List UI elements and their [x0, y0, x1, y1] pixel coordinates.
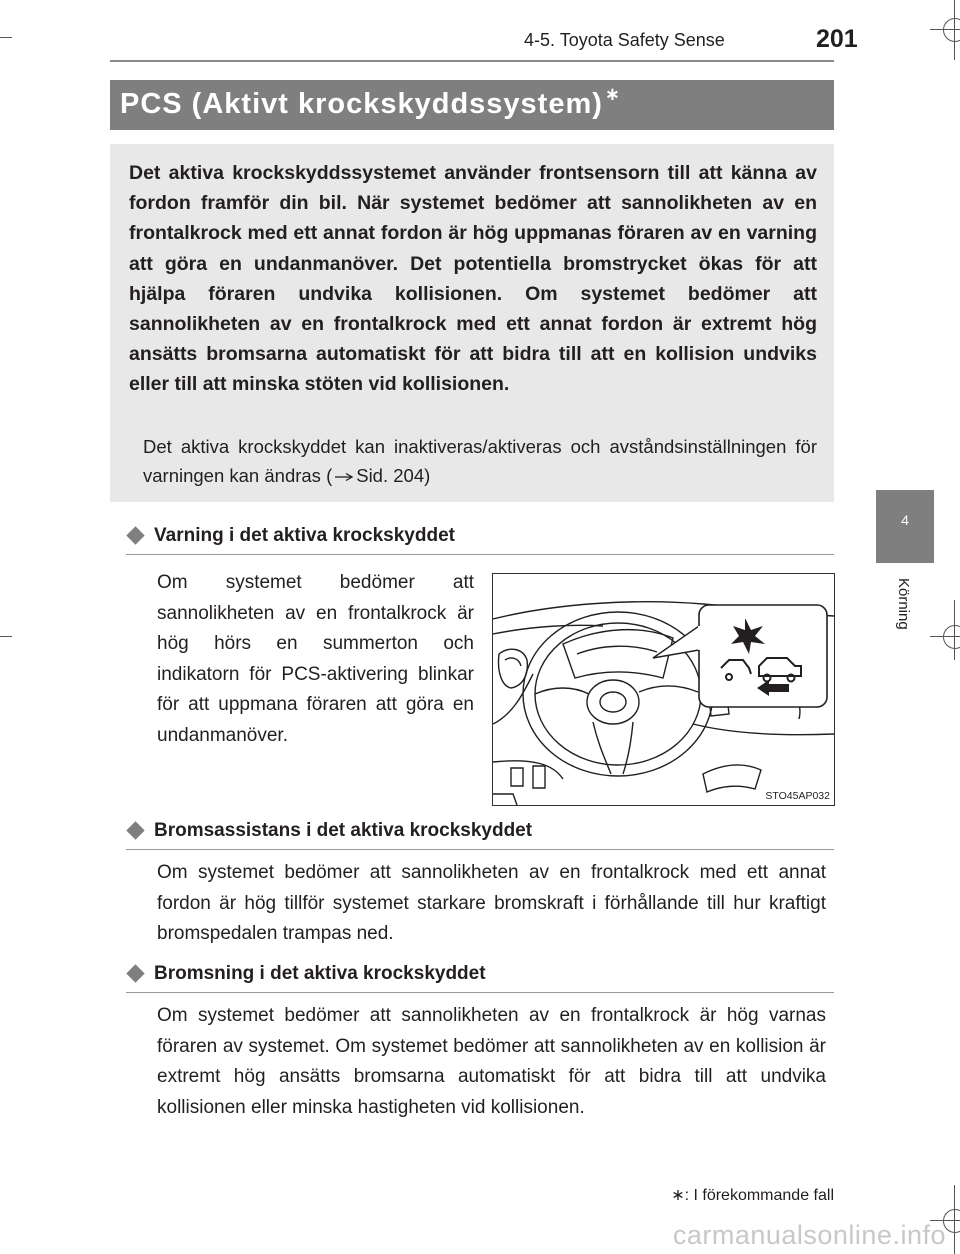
section-body-warning: Om systemet bedömer att sannolikheten av en frontalkrock är hög hörs en summerton och indikatorn för PCS-aktivering blinkar för att uppmana föraren att göra en undanmanöver. [157, 572, 474, 746]
running-header-section: 4-5. Toyota Safety Sense [524, 30, 725, 50]
page-title-text: PCS (Aktivt krockskyddssystem) [120, 88, 603, 120]
intro-summary: Det aktiva krockskyddssystemet använder frontsensorn till att känna av fordon framför din bil. När systemet bedömer att sannolikheten av en frontalkrock med ett annat fordon är hög uppmanas föraren av en varning att göra en undanmanöver. Det potentiella bromstrycket ökas för att hjälpa föraren undvika kollisionen. Om systemet bedömer att sannolikheten av en frontalkrock med ett annat fordon är extremt hög ansätts bromsarna automatiskt för att bidra till att en kollision undviks eller till att minska stöten vid kollisionen. [129, 162, 817, 396]
section-heading-braking [126, 963, 486, 985]
section-heading-warning [126, 525, 455, 547]
figure-id: STO45AP032 [765, 790, 830, 802]
footnote-marker: ∗ [671, 1187, 685, 1204]
section-rule [126, 992, 834, 993]
page-reference-arrow-icon [334, 461, 354, 490]
section-rule [126, 554, 834, 555]
page-title-band [110, 80, 834, 130]
title-footnote-marker: ∗ [604, 84, 622, 104]
section-body-braking: Om systemet bedömer att sannolikheten av en frontalkrock är hög varnas föraren av systemet. Om systemet bedömer att sannolikheten av en kollision är extremt hög ansätts bromsarna automatiskt för att bidra till att undvika kollisionen eller minska hastigheten vid kollisionen. [157, 1005, 826, 1118]
page-title [120, 84, 622, 121]
chapter-tab[interactable] [876, 490, 934, 563]
dashboard-illustration [492, 573, 835, 806]
page-number: 201 [816, 25, 858, 53]
section-heading-text: Varning i det aktiva krockskyddet [154, 525, 455, 546]
chapter-number: 4 [901, 512, 909, 528]
section-rule [126, 849, 834, 850]
diamond-bullet-icon [126, 964, 144, 982]
chapter-label: Körning [895, 578, 912, 630]
watermark: carmanualsonline.info [672, 1220, 946, 1250]
intro-box [110, 144, 834, 502]
section-heading-text: Bromsassistans i det aktiva krockskyddet [154, 820, 533, 841]
section-heading-brake-assist [126, 820, 532, 842]
diamond-bullet-icon [126, 526, 144, 544]
dashboard-drawing [493, 574, 834, 805]
footnote-text: : I förekommande fall [684, 1187, 834, 1204]
section-heading-text: Bromsning i det aktiva krockskyddet [154, 963, 486, 984]
page-reference-link[interactable]: Sid. 204 [356, 465, 425, 486]
intro-note-text: Det aktiva krockskyddet kan inaktiveras/aktiveras och avståndsinställningen för varningen kan ändras ( [143, 436, 817, 486]
intro-note [143, 432, 817, 493]
section-body-brake-assist: Om systemet bedömer att sannolikheten av en frontalkrock med ett annat fordon är hög tillför systemet starkare bromskraft i förhållande till hur kraftigt bromspedalen trampas ned. [157, 862, 826, 944]
header-rule [110, 60, 834, 62]
intro-note-close: ) [424, 465, 431, 486]
footnote [671, 1185, 834, 1205]
diamond-bullet-icon [126, 821, 144, 839]
